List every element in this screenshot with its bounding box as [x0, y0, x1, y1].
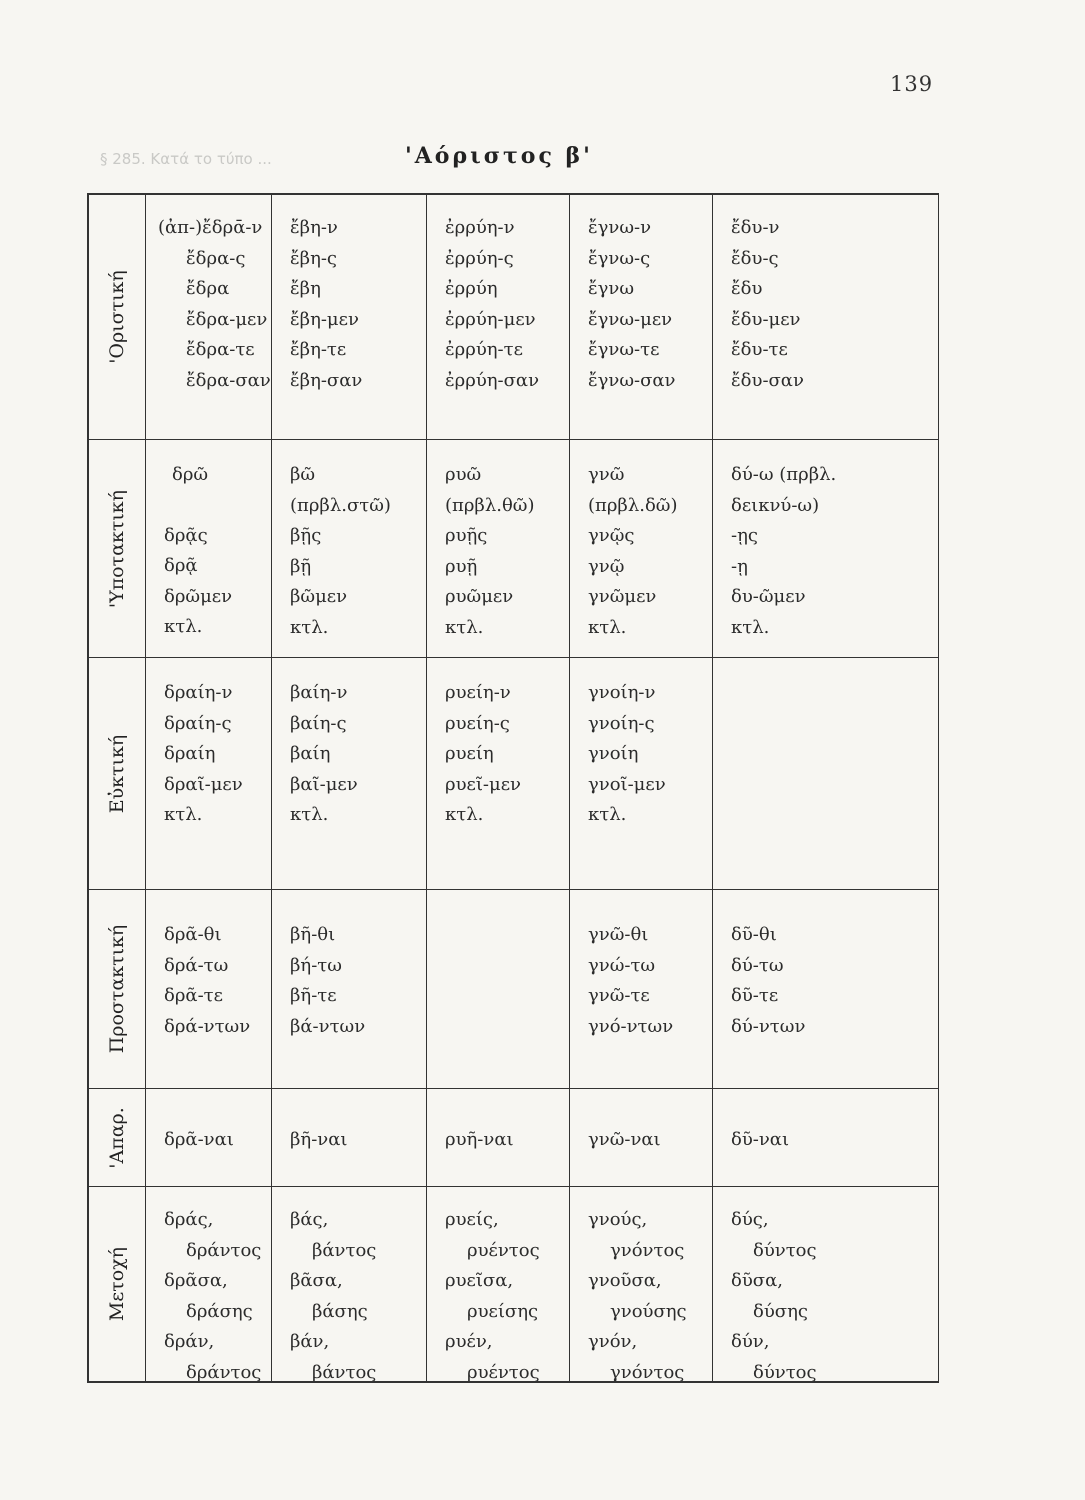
form-line: κτλ. — [290, 616, 329, 638]
form-line: ρυῶ — [445, 464, 482, 485]
form-line: ρυείσης — [467, 1300, 539, 1322]
row-label-cell — [89, 1089, 146, 1187]
form-line: ρυῶμεν — [445, 586, 514, 607]
form-line: βάσης — [312, 1300, 368, 1322]
form-cell — [713, 658, 938, 890]
form-line: βῆ-ναι — [290, 1129, 348, 1150]
form-line: δύς, — [731, 1209, 769, 1230]
form-line: ἔδυ-σαν — [731, 369, 804, 391]
form-line: (πρβλ.στῶ) — [290, 494, 391, 516]
form-line: γνούσης — [610, 1300, 687, 1322]
form-line: ἔδρα-ς — [186, 247, 246, 269]
form-line — [164, 491, 232, 521]
page-title: 'Αόριστος β' — [405, 143, 593, 169]
form-cell — [427, 195, 570, 440]
form-line: δύν, — [731, 1331, 770, 1352]
form-line: δρᾶσα, — [164, 1270, 228, 1291]
form-cell — [146, 890, 272, 1089]
form-line: δρῶ — [172, 464, 209, 485]
form-line: βῆ-θι — [290, 924, 336, 945]
form-line: δύ-ντων — [731, 1015, 806, 1037]
row-label: 'Οριστική — [106, 270, 128, 364]
form-line: γνοίη — [588, 743, 639, 764]
row-label: Μετοχή — [106, 1246, 128, 1322]
form-cell — [713, 440, 938, 658]
form-cell — [272, 195, 427, 440]
form-line: δῦσα, — [731, 1270, 783, 1291]
form-line: δράν, — [164, 1331, 215, 1352]
form-line: δύ-ω (πρβλ. — [731, 464, 837, 485]
form-line: δρά-τω — [164, 954, 229, 976]
form-line: γνόντος — [610, 1361, 685, 1381]
form-line: κτλ. — [290, 804, 329, 825]
form-line: δράντος — [186, 1361, 262, 1381]
form-line: κτλ. — [588, 616, 627, 638]
form-line: ρυεῖσα, — [445, 1270, 514, 1291]
row-label: Εὐκτική — [106, 734, 128, 813]
form-line: (πρβλ.δῶ) — [588, 494, 678, 516]
form-cell — [146, 440, 272, 658]
form-line: δρά-ντων — [164, 1015, 251, 1037]
form-line: βάν, — [290, 1331, 330, 1352]
form-line: δῦ-ναι — [731, 1129, 790, 1150]
form-line: βάντος — [312, 1361, 377, 1381]
row-label: Προστακτική — [106, 924, 128, 1054]
form-line: ρυεῖ-μεν — [445, 773, 521, 795]
form-line: -ῃς — [731, 525, 758, 546]
form-line: ἔβη — [290, 278, 321, 299]
form-line: γνούς, — [588, 1209, 648, 1230]
form-line: ἔδυ-ν — [731, 217, 780, 238]
row-label-cell — [89, 440, 146, 658]
form-line: γνόν, — [588, 1331, 638, 1352]
form-line: δρᾶ-ναι — [164, 1129, 234, 1150]
form-line: (ἀπ-)ἔδρᾱ-ν — [158, 217, 263, 238]
form-line: ἔδυ-μεν — [731, 308, 801, 330]
form-cell — [427, 890, 570, 1089]
form-line: γνῶ-θι — [588, 924, 649, 945]
form-cell — [427, 1187, 570, 1381]
form-line: γνῷς — [588, 525, 635, 546]
form-line: δρᾷ — [164, 555, 198, 576]
form-line: δράσης — [186, 1300, 253, 1322]
form-line: γνό-ντων — [588, 1015, 674, 1037]
form-line: δρῶμεν — [164, 585, 233, 607]
form-line: δράς, — [164, 1209, 214, 1230]
form-line: βαίη — [290, 743, 331, 764]
form-line: δραῖ-μεν — [164, 773, 243, 795]
row-label-cell — [89, 658, 146, 890]
form-line: γνῶμεν — [588, 586, 657, 607]
form-line: δύ-τω — [731, 954, 784, 976]
form-line: δρᾷς — [164, 524, 208, 546]
form-cell — [146, 658, 272, 890]
form-line: ἔβη-ν — [290, 217, 338, 238]
form-cell — [570, 195, 713, 440]
form-cell — [272, 658, 427, 890]
form-line: ἔβη-μεν — [290, 308, 359, 330]
form-line: ἔγνω-ς — [588, 247, 651, 269]
form-line: δύντος — [753, 1239, 817, 1261]
form-line: ρυείη-ν — [445, 682, 511, 703]
form-line: βῶμεν — [290, 586, 348, 607]
form-line: δρᾶ-τε — [164, 985, 223, 1006]
form-line: -ῃ — [731, 555, 748, 577]
form-line: ρυέν, — [445, 1331, 493, 1352]
form-line: γνοίη-ν — [588, 682, 656, 703]
form-line: ρυέντος — [467, 1361, 540, 1381]
form-cell — [570, 440, 713, 658]
row-label: 'Υποτακτική — [106, 489, 128, 608]
form-line: κτλ. — [731, 616, 770, 638]
form-cell — [146, 1187, 272, 1381]
form-line: γνῶ-τε — [588, 985, 650, 1006]
form-line: ἔγνω — [588, 278, 635, 299]
form-line: ἔβη-τε — [290, 339, 347, 360]
form-line: ρυείς, — [445, 1209, 499, 1230]
form-line: δυ-ῶμεν — [731, 586, 806, 607]
form-line: γνῷ — [588, 555, 625, 577]
form-line: δράντος — [186, 1239, 262, 1261]
form-line: δρᾶ-θι — [164, 924, 222, 945]
conjugation-table — [87, 193, 939, 1383]
form-cell — [146, 1089, 272, 1187]
form-line: ἔδρα-σαν — [186, 369, 271, 391]
form-line: δραίη-ν — [164, 682, 233, 703]
form-cell — [713, 195, 938, 440]
form-cell — [427, 658, 570, 890]
form-line: γνοίη-ς — [588, 712, 655, 734]
form-line: δῦ-τε — [731, 985, 779, 1006]
form-line: δῦ-θι — [731, 924, 777, 945]
row-label-cell — [89, 195, 146, 440]
form-line: γνοῖ-μεν — [588, 773, 666, 795]
form-line: ἔδρα — [186, 278, 230, 299]
form-line: βή-τω — [290, 954, 342, 976]
page-number: 139 — [890, 72, 934, 96]
form-line: βάς, — [290, 1209, 329, 1230]
row-label-cell — [89, 890, 146, 1089]
form-cell — [570, 1089, 713, 1187]
form-cell — [272, 890, 427, 1089]
form-line: βᾶσα, — [290, 1270, 343, 1291]
form-line: ἐρρύη-τε — [445, 339, 523, 360]
form-line: ἔγνω-ν — [588, 217, 652, 238]
form-cell — [713, 890, 938, 1089]
form-line: δεικνύ-ω) — [731, 494, 820, 516]
form-line: ρυῆ-ναι — [445, 1129, 514, 1150]
form-cell — [570, 1187, 713, 1381]
form-cell — [570, 658, 713, 890]
form-line: δύσης — [753, 1300, 808, 1322]
row-label-cell — [89, 1187, 146, 1381]
form-line: βάντος — [312, 1239, 377, 1261]
form-line: ἔδρα-μεν — [186, 308, 268, 330]
form-line: δραίη-ς — [164, 712, 232, 734]
form-line: κτλ. — [588, 804, 627, 825]
form-line: βῆ-τε — [290, 985, 337, 1006]
form-line: γνοῦσα, — [588, 1270, 662, 1291]
form-cell — [713, 1187, 938, 1381]
form-line: ἐρρύη-σαν — [445, 369, 540, 391]
form-line: βαίη-ς — [290, 712, 347, 734]
form-line: κτλ. — [445, 616, 484, 638]
form-line: ρυείη-ς — [445, 712, 510, 734]
form-line: ρυέντος — [467, 1239, 540, 1261]
form-line: δύντος — [753, 1361, 817, 1381]
form-line: ἔβη-ς — [290, 247, 338, 269]
form-line: ρυῇς — [445, 525, 488, 546]
form-cell — [272, 440, 427, 658]
form-line: γνώ-τω — [588, 954, 656, 976]
form-line: δραίη — [164, 743, 216, 764]
form-line: ἔγνω-τε — [588, 339, 660, 360]
form-line: κτλ. — [445, 804, 484, 825]
form-line: κτλ. — [164, 616, 203, 637]
form-line: βά-ντων — [290, 1015, 366, 1037]
form-line: ρυείη — [445, 743, 494, 764]
form-line: (πρβλ.θῶ) — [445, 494, 535, 516]
form-line: ἔγνω-μεν — [588, 308, 673, 330]
form-cell — [713, 1089, 938, 1187]
bleed-through-text: § 285. Κατά το τύπο ... — [100, 150, 272, 168]
form-line: γνῶ — [588, 464, 625, 485]
form-line: ἔγνω-σαν — [588, 369, 676, 391]
form-line: βαῖ-μεν — [290, 773, 358, 795]
form-line: γνόντος — [610, 1239, 685, 1261]
form-cell — [427, 1089, 570, 1187]
form-line: ἔδυ-τε — [731, 339, 788, 360]
form-line: ἐρρύη — [445, 278, 498, 299]
form-line: ἔβη-σαν — [290, 369, 363, 391]
form-line: βῇ — [290, 555, 312, 577]
form-cell — [272, 1187, 427, 1381]
form-cell — [146, 195, 272, 440]
form-line: ἔδυ — [731, 278, 763, 299]
row-label: 'Απαρ. — [106, 1106, 128, 1169]
form-line: ἐρρύη-μεν — [445, 308, 536, 330]
form-line: ἔδυ-ς — [731, 247, 779, 269]
form-line: γνῶ-ναι — [588, 1129, 661, 1150]
form-line: ἐρρύη-ν — [445, 217, 515, 238]
form-line: ρυῇ — [445, 555, 478, 577]
form-line: ἔδρα-τε — [186, 339, 255, 360]
form-line: κτλ. — [164, 804, 203, 825]
form-cell — [570, 890, 713, 1089]
form-line: βῶ — [290, 464, 316, 485]
form-cell — [427, 440, 570, 658]
form-line: ἐρρύη-ς — [445, 247, 514, 269]
form-line: βῇς — [290, 525, 322, 546]
form-cell — [272, 1089, 427, 1187]
form-line: βαίη-ν — [290, 682, 348, 703]
